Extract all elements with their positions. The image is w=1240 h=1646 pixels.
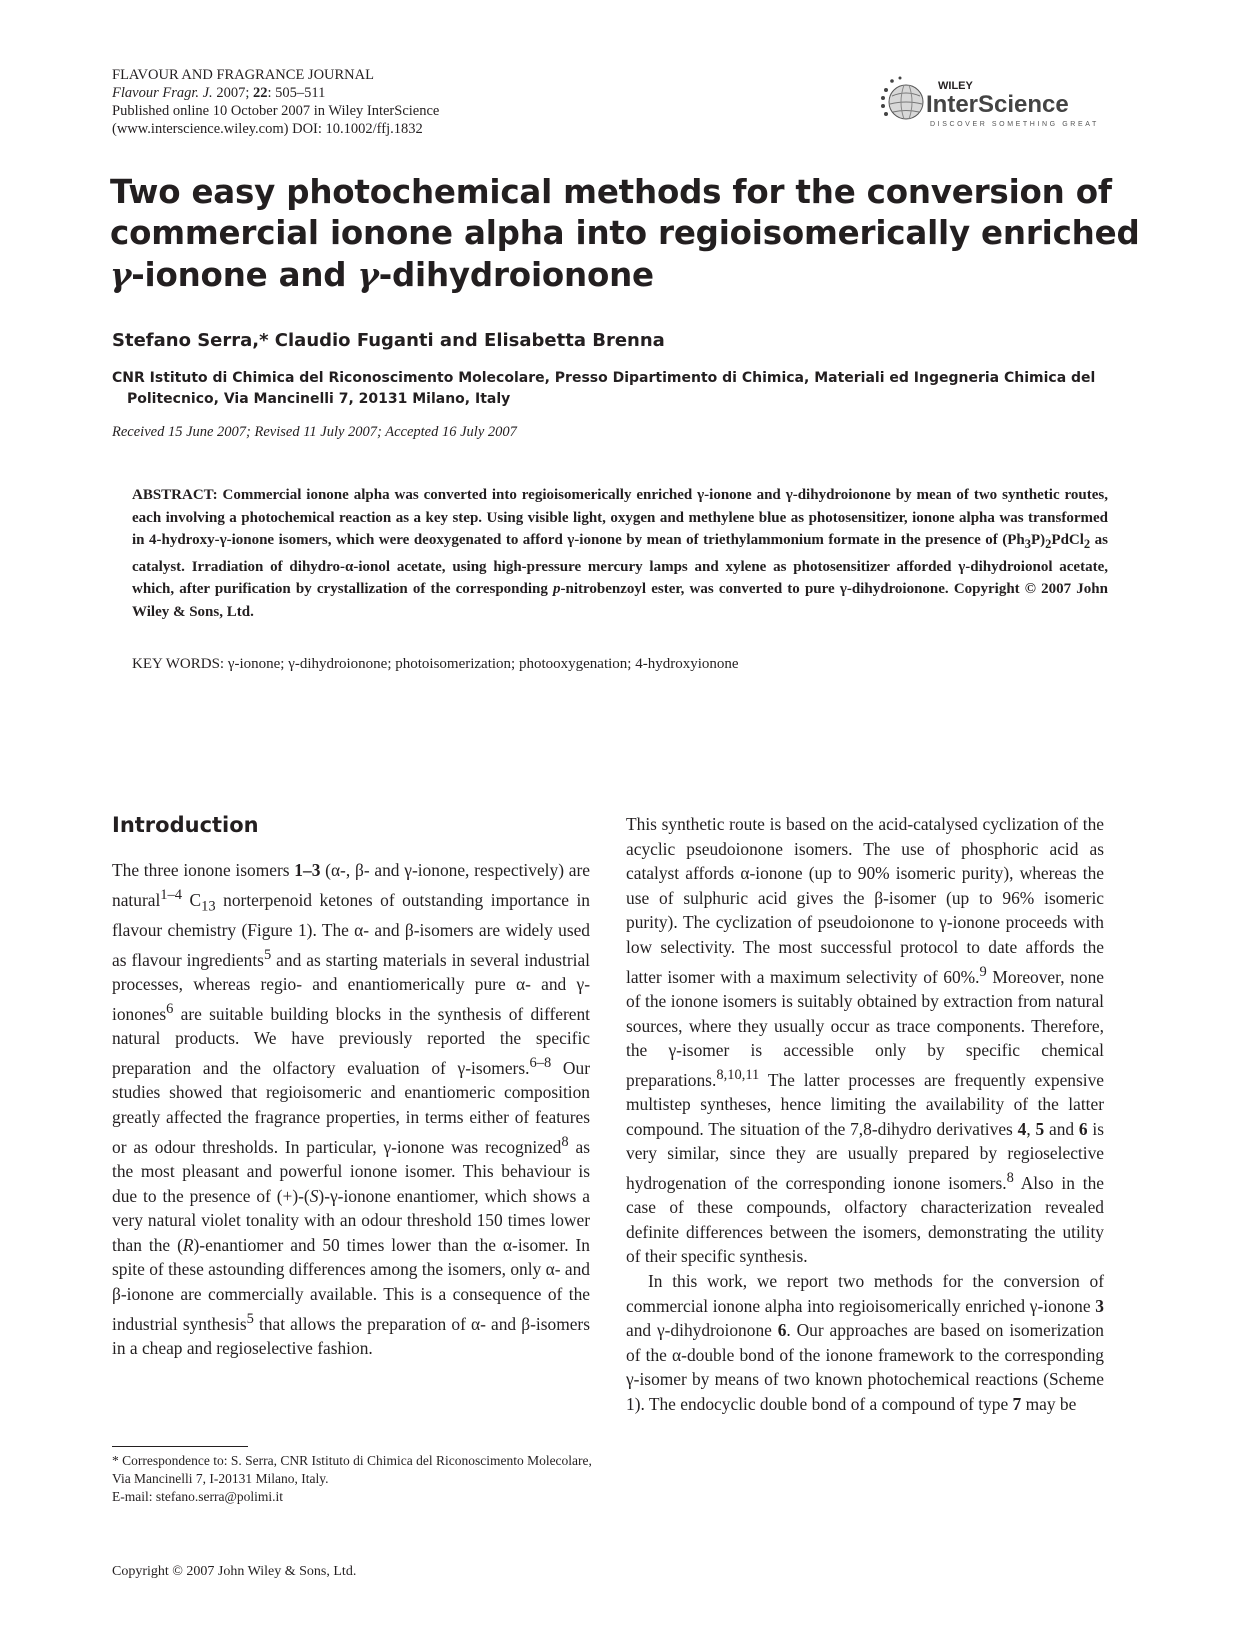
keywords-label: KEY WORDS:	[132, 656, 225, 672]
section-heading-introduction: Introduction	[112, 813, 259, 837]
intro-paragraph-1: The three ionone isomers 1–3 (α-, β- and γ-ionone, respectively) are natural$^{1-4}$ $C_{13}$ norterpenoid ketones of outstanding importance in flavour chemistry (Figure 1). The α- and β-isomers are widely used as flavour ingredients$^5$ and as starting materials in several industrial processes, whereas regio- and enantiomerically pure α- and γ-ionones$^6$ are suitable building blocks in the synthesis of different natural products. We have previously reported the specific preparation and the olfactory evaluation of γ-isomers.$^{6-8}$ Our studies showed that regioisomeric and enantiomeric composition greatly affected the fragrance properties, in terms either of features or as odour thresholds. In particular, γ-ionone was recognized$^8$ as the most pleasant and powerful ionone isomer. This behaviour is due to the presence of (+)-(S)-γ-ionone enantiomer, which shows a very natural violet tonality with an odour threshold 150 times lower than the (R)-enantiomer and 50 times lower than the α-isomer. In spite of these astounding differences among the isomers, only α- and β-ionone are commercially available. This is a consequence of the industrial synthesis$^5$ that allows the preparation of α- and β-isomers in a cheap and regioselective fashion.	[112, 860, 590, 1358]
publisher-name: WILEY	[938, 80, 973, 92]
abstract-label: ABSTRACT:	[132, 487, 218, 503]
intro-paragraph-2: This synthetic route is based on the acid-catalysed cyclization of the acyclic pseudoionone isomers. The use of phosphoric acid as catalyst affords α-ionone (up to 90% isomeric purity), whereas the use of sulphuric acid gives the β-isomer (up to 96% isomeric purity). The cyclization of pseudoionone to γ-ionone proceeds with low selectivity. The most successful protocol to date affords the latter isomer with a maximum selectivity of 60%.$^9$ Moreover, none of the ionone isomers is suitably obtained by extraction from natural sources, where they usually occur as trace components. Therefore, the γ-isomer is accessible only by specific chemical preparations.$^{8,10,11}$ The latter processes are frequently expensive multistep syntheses, hence limiting the availability of the latter compound. The situation of the 7,8-dihydro derivatives 4, 5 and 6 is very similar, since they are usually prepared by regioselective hydrogenation of the corresponding ionone isomers.$^8$ Also in the case of these compounds, olfactory characterization revealed definite differences between the isomers, demonstrating the utility of their specific synthesis.	[626, 814, 1104, 1267]
body-column-left	[112, 812, 590, 1361]
doi-line: (www.interscience.wiley.com) DOI: 10.1002/ffj.1832	[112, 121, 423, 137]
globe-icon	[881, 77, 923, 120]
brand-name: InterScience	[926, 91, 1069, 118]
affiliation: CNR Istituto di Chimica del Riconoscimento Molecolare, Presso Dipartimento di Chimica, Materiali ed Ingegneria Chimica del Politecnico, Via Mancinelli 7, 20131 Milano, Italy	[112, 370, 1096, 407]
keywords: KEY WORDS: γ-ionone; γ-dihydroionone; photoisomerization; photooxygenation; 4-hydroxyionone	[132, 656, 739, 672]
abstract: ABSTRACT: Commercial ionone alpha was converted into regioisomerically enriched γ-ionone and γ-dihydroionone by mean of two synthetic routes, each involving a photochemical reaction as a key step. Using visible light, oxygen and methylene blue as photosensitizer, ionone alpha was transformed in 4-hydroxy-γ-ionone isomers, which were deoxygenated to afford γ-ionone by mean of triethylammonium formate in the presence of $(Ph_3P)_2PdCl_2$ as catalyst. Irradiation of dihydro-α-ionol acetate, using high-pressure mercury lamps and xylene as photosensitizer afforded γ-dihydroionol acetate, which, after purification by crystallization of the corresponding p-nitrobenzoyl ester, was converted to pure γ-dihydroionone. Copyright © 2007 John Wiley & Sons, Ltd.	[132, 487, 1109, 620]
body-column-right	[626, 812, 1104, 1417]
submission-dates: Received 15 June 2007; Revised 11 July 2007; Accepted 16 July 2007	[112, 424, 517, 440]
journal-header	[112, 66, 439, 138]
journal-citation: Flavour Fragr. J. 2007; 22: 505–511	[112, 85, 326, 101]
logo-tagline: DISCOVER SOMETHING GREAT	[930, 121, 1099, 128]
wiley-interscience-logo	[878, 76, 1128, 134]
intro-paragraph-3: In this work, we report two methods for the conversion of commercial ionone alpha into regioisomerically enriched γ-ionone 3 and γ-dihydroionone 6. Our approaches are based on isomerization of the α-double bond of the ionone framework to the corresponding γ-isomer by means of two known photochemical reactions (Scheme 1). The endocyclic double bond of a compound of type 7 may be	[626, 1271, 1104, 1415]
correspondence-footnote: * Correspondence to: S. Serra, CNR Istituto di Chimica del Riconoscimento Molecolare, Via Mancinelli 7, I-20131 Milano, Italy. E-mail: stefano.serra@polimi.it	[112, 1453, 592, 1504]
journal-name: FLAVOUR AND FRAGRANCE JOURNAL	[112, 67, 374, 83]
paper-title: Two easy photochemical methods for the conversion of commercial ionone alpha into regioisomerically enriched γ-ionone and γ-dihydroionone	[110, 173, 1140, 294]
footnote-divider	[112, 1446, 248, 1447]
copyright-footer: Copyright © 2007 John Wiley & Sons, Ltd.	[112, 1564, 357, 1579]
author-list: Stefano Serra,* Claudio Fuganti and Elisabetta Brenna	[112, 330, 665, 351]
correspondence-email[interactable]: E-mail: stefano.serra@polimi.it	[112, 1489, 284, 1504]
publication-info: Published online 10 October 2007 in Wiley InterScience	[112, 103, 440, 119]
